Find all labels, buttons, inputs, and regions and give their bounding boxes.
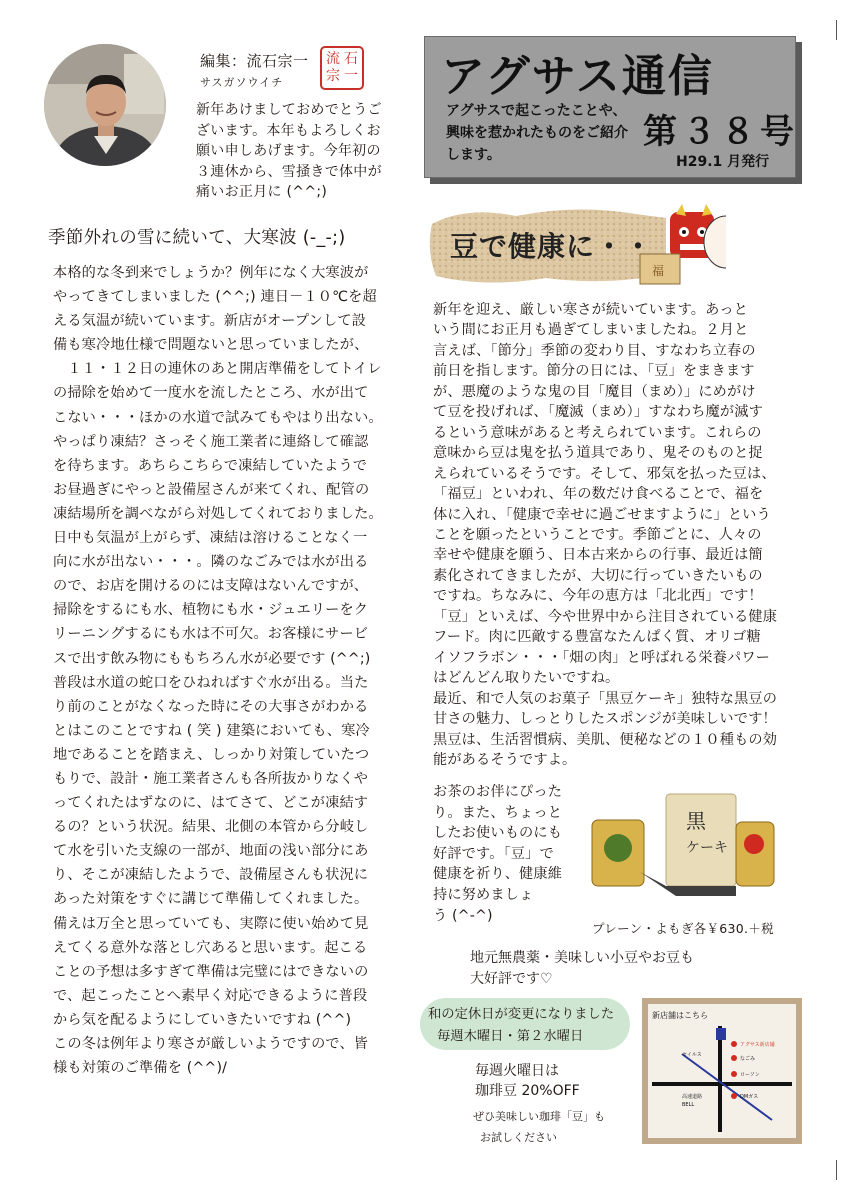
stamp-char: 石: [344, 51, 358, 67]
map-label: セイルス: [682, 1052, 702, 1058]
left-article-line: ってくれたはずなのに、はてさて、どこが凍結す: [53, 795, 369, 812]
bean-article-line: ですね。ちなみに、今年の恵方は「北北西」です！: [433, 588, 763, 605]
bean-article-body: [433, 300, 805, 770]
map-label: アグサス新店舗: [740, 1042, 775, 1048]
left-article-line: で、起こったことへ素早く対応できるように普段: [53, 987, 368, 1004]
holiday-notice-days: 毎週木曜日・第２水曜日: [437, 1029, 584, 1044]
stamp-char: 一: [344, 68, 358, 84]
left-article-line: 掃除をするにも水、植物にも水・ジュエリーをク: [53, 602, 369, 619]
bean-article-line: ことを願ったということです。季節ごとに、人々の: [433, 526, 762, 543]
crop-mark: [836, 20, 837, 40]
left-article-line: 備も寒冷地仕様で問題ないと思っていましたが、: [53, 337, 369, 354]
left-article-line: あった対策をすぐに講じて準備してくれました。: [53, 891, 369, 908]
left-article-heading: 季節外れの雪に続いて、大寒波 (-_-;): [48, 228, 346, 248]
map-label: BELL: [682, 1102, 695, 1108]
bean-article-line: いう間にお正月も過ぎてしまいましたね。２月と: [433, 322, 749, 339]
left-article-line: もりで、設計・施工業者さんも各所抜かりなくや: [53, 770, 369, 787]
bean-article-line: て豆を投げれば、「魔滅（まめ）」すなわち魔が滅す: [433, 404, 763, 421]
left-article-line: り、そこが凍結したようで、設備屋さんも状況に: [53, 867, 369, 884]
holiday-notice-title: 和の定休日が変更になりました: [428, 1007, 615, 1022]
left-article-line: 向に水が出ない・・・。隣のなごみでは水が出る: [53, 554, 369, 571]
left-article-line: リーニングするにも水は不可欠。お客様にサービ: [53, 626, 369, 643]
left-article-line: この冬は例年より寒さが厳しいようですので、皆: [53, 1036, 369, 1052]
left-article-line: 地であることを踏まえ、しっかり対策していたつ: [53, 746, 370, 763]
organic-note-line: 地元無農薬・美味しい小豆やお豆も: [470, 950, 694, 966]
bean-article-line: 体に入れ、「健康で幸せに過ごせますように」という: [433, 506, 771, 523]
bean-article-line: 意味から豆は鬼を払う道具であり、鬼そのものと捉: [433, 445, 763, 462]
left-article-line: 凍結場所を調べながら対処してくれておりました。: [53, 505, 383, 522]
editor-photo: [44, 44, 166, 166]
left-article-line: るの？という状況。結果、北側の本管から分岐し: [53, 819, 369, 836]
product-price: プレーン・よもぎ各￥630.＋税: [592, 921, 774, 936]
left-article-line: スで出す飲み物にももちろん水が必要です (^^;): [53, 650, 371, 667]
bean-article-line: 幸せや健康を願う、日本古来からの行事、最近は簡: [433, 547, 763, 564]
bean-article-line: はどんどん取りたいですね。: [433, 670, 620, 687]
editor-seal-stamp: [320, 46, 364, 90]
bean-article-line: 黒豆は、生活習慣病、美肌、便秘などの１０種もの効: [433, 731, 778, 748]
issue-date: H29.1 月発行: [676, 154, 770, 170]
coffee-sale-invite-2: お試しください: [480, 1131, 557, 1144]
left-article-line: の掃除を始めて一度水を流したところ、水が出て: [53, 385, 369, 402]
bean-article-line: フード。肉に匹敵する豊富なたんぱく質、オリゴ糖: [433, 629, 761, 646]
left-article-line: ので、お店を開けるのには支障はないんですが、: [53, 578, 369, 595]
svg-text:黒: 黒: [686, 809, 706, 833]
bean-article-line: イソフラボン・・・「畑の肉」と呼ばれる栄養パワー: [433, 649, 771, 666]
stamp-char: 流: [326, 51, 340, 67]
left-article-line: を待ちます。あちらこちらで凍結していたようで: [53, 457, 368, 474]
left-article-line: やっぱり凍結？さっそく施工業者に連絡して確認: [53, 433, 369, 450]
store-location-map: [642, 998, 802, 1144]
editor-greeting: 新年あけましておめでとうございます。本年もよろしくお願い申しあげます。今年初の３連休から、雪掻きで体中が痛いお正月に (^^;): [196, 102, 382, 200]
organic-beans-note: [470, 948, 694, 989]
left-article-line: から気を配るようにしていきたいですね (^^): [53, 1011, 352, 1028]
bean-article-line: えられているそうです。そして、邪気を払った豆は、: [433, 465, 776, 482]
bean-article-line: 新年を迎え、厳しい寒さが続いています。あっと: [433, 302, 749, 318]
editor-kana: サスガソウイチ: [200, 76, 284, 89]
bean-article-line: るという意味があると考えられています。これらの: [433, 424, 762, 441]
bean-article-tail-line: 好評です。「豆」で: [433, 845, 554, 862]
svg-text:ケーキ: ケーキ: [686, 840, 728, 856]
editor-portrait: [44, 44, 166, 166]
left-article-line: とはこのことですね ( 笑 ) 建築においても、寒冷: [53, 722, 370, 739]
map-label: DMガス: [740, 1094, 759, 1100]
map-title: 新店舗はこちら: [652, 1011, 708, 1020]
bean-article-tail-line: したお使いものにも: [433, 825, 563, 842]
left-article-line: 様も対策のご準備を (^^)/: [53, 1060, 228, 1077]
left-article-line: り前のことがなくなった時にその大事さがわかる: [53, 698, 369, 715]
bean-article-line: 前日を指します。節分の日には、「豆」をまきます: [433, 363, 755, 380]
left-article-line: 普段は水道の蛇口をひねればすぐ水が出る。当た: [53, 674, 369, 691]
left-article-line: 日中も気温が上がらず、凍結は溶けることなく一: [53, 530, 368, 547]
crop-mark: [836, 1160, 837, 1180]
editor-name: 編集：流石宗一: [200, 52, 309, 70]
bean-article-tail-line: 健康を祈り、健康維: [433, 866, 563, 883]
coffee-sale-discount: 珈琲豆 20%OFF: [475, 1083, 580, 1099]
bean-article-tail-line: う (^-^): [433, 907, 493, 924]
bean-article-heading: 豆で健康に・・: [450, 230, 654, 263]
coffee-sale-invite: ぜひ美味しい珈琲「豆」も: [473, 1110, 605, 1123]
newsletter-title: アグサス通信: [441, 51, 714, 102]
left-article-line: えてくる意外な落とし穴あると思います。起こる: [53, 939, 368, 956]
bean-article-tail-line: 持に努めましょ: [433, 886, 534, 903]
left-article-line: 備えは万全と思っていても、実際に使い始めて見: [53, 915, 369, 932]
bean-article-line: が、悪魔のような鬼の目「魔目（まめ）」にめがけ: [433, 383, 756, 400]
newsletter-subtitle: アグサスで起こったことや、興味を惹かれたものをご紹介します。: [446, 103, 628, 163]
stamp-char: 宗: [326, 68, 340, 84]
map-label: 高速道路: [682, 1094, 703, 1100]
kuromame-cake-photo: [586, 788, 776, 904]
coffee-sale-day: 毎週火曜日は: [475, 1063, 559, 1079]
bean-article-tail-line: り。また、ちょっと: [433, 804, 563, 821]
left-article-line: 本格的な冬到来でしょうか？例年になく大寒波が: [53, 265, 369, 281]
bean-article-tail: [433, 782, 583, 926]
left-article-line: える気温が続いています。新店がオープンして設: [53, 313, 367, 330]
issue-number: 第３８号: [643, 112, 799, 152]
organic-note-line: 大好評です♡: [470, 970, 553, 987]
left-article-line: １１・１２日の連休のあと開店準備をしてトイレ: [53, 361, 382, 378]
bean-article-line: 「豆」といえば、今や世界中から注目されている健康: [433, 608, 778, 625]
left-article-line: ことの予想は多すぎて準備は完璧にはできないの: [53, 963, 369, 980]
bean-article-line: 素化されてきましたが、大切に行っていきたいもの: [433, 567, 763, 584]
left-article-line: やってきてしまいました (^^;) 連日－１０℃を超: [53, 289, 377, 306]
bean-article-line: 最近、和で人気のお菓子「黒豆ケーキ」独特な黒豆の: [433, 690, 778, 707]
bean-article-line: 言えば、「節分」季節の変わり目、すなわち立春の: [433, 342, 756, 359]
bean-article-line: 「福豆」といわれ、年の数だけ食べることで、福を: [433, 486, 764, 503]
bean-article-line: 能があるそうですよ。: [433, 751, 577, 768]
left-article-body: [53, 261, 396, 1080]
left-article-line: こない・・・ほかの水道で試みてもやはり出ない。: [53, 409, 383, 426]
svg-text:福: 福: [652, 264, 665, 278]
map-label: ローソン: [740, 1072, 760, 1078]
bean-article-line: 甘さの魅力、しっとりしたスポンジが美味しいです！: [433, 711, 777, 728]
left-article-line: て水を引いた支線の一部が、地面の浅い部分にあ: [53, 843, 369, 860]
bean-article-tail-line: お茶のお伴にぴった: [433, 784, 563, 800]
left-article-line: お昼過ぎにやっと設備屋さんが来てくれ、配管の: [53, 481, 370, 498]
map-label: なごみ: [740, 1056, 756, 1062]
